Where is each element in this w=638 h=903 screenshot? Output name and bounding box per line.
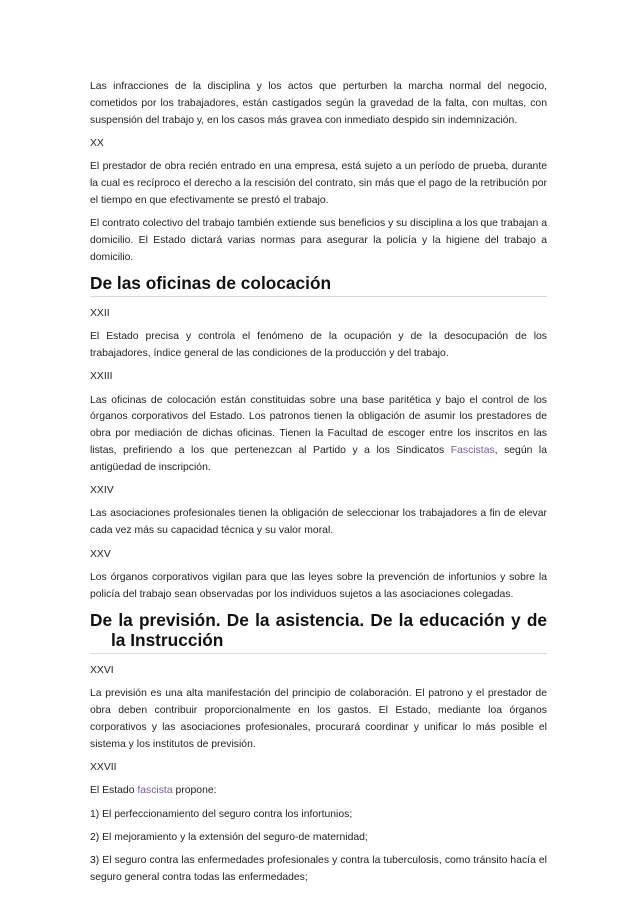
- paragraph: [90, 506, 547, 540]
- paragraph: [90, 393, 547, 477]
- paragraph: [90, 807, 547, 824]
- text-run: XXVI: [90, 664, 114, 676]
- document-body: [90, 79, 547, 893]
- paragraph: [90, 159, 547, 209]
- paragraph: [90, 329, 547, 363]
- paragraph: [90, 783, 547, 800]
- text-run: XXIV: [90, 485, 114, 497]
- paragraph: [90, 570, 547, 604]
- inline-link[interactable]: fascista: [137, 785, 173, 797]
- text-run: Los órganos corporativos vigilan para que las leyes sobre la prevención de infortunios y sobre la policía del trabajo sean observadas por los individuos sujetos a las asociaciones colegadas.: [90, 571, 547, 600]
- text-run: 2) El mejoramiento y la extensión del seguro-de maternidad;: [90, 831, 368, 843]
- paragraph: [90, 547, 547, 564]
- text-run: , según la antigüedad de inscripción.: [90, 445, 548, 473]
- paragraph: [90, 853, 547, 887]
- text-run: 1) El perfeccionamiento del seguro contra los infortunios;: [90, 808, 353, 820]
- paragraph: [90, 663, 547, 680]
- text-run: El contrato colectivo del trabajo también extiende sus beneficios y su disciplina a los que trabajan a domicilio. El Estado dictará varias normas para asegurar la policía y la higiene del trabajo a domicilio.: [90, 218, 547, 263]
- section-heading: [90, 610, 547, 654]
- text-run: El Estado precisa y controla el fenómeno de la ocupación y de la desocupación de los trabajadores, índice general de las condiciones de la producción y del trabajo.: [90, 331, 547, 360]
- text-run: De las oficinas de colocación: [90, 272, 332, 293]
- text-run: Las infracciones de la disciplina y los actos que perturben la marcha normal del negocio, cometidos por los trabajadores, están castigados según la gravedad de la falta, con multas, con suspensión del trabajo y, en los casos más gravea con inmediato despido sin indemnización.: [90, 81, 547, 126]
- paragraph: [90, 306, 547, 323]
- inline-link[interactable]: Fascistas: [450, 445, 495, 457]
- paragraph: [90, 830, 547, 847]
- paragraph: [90, 216, 547, 266]
- text-run: XXII: [90, 307, 110, 319]
- text-run: Las oficinas de colocación están constituidas sobre una base paritética y bajo el control de los órganos corporativos del Estado. Los patronos tienen la obligación de asumir los prestadores de obra por mediación de dichas oficinas. Tienen la Facultad de escoger entre los inscritos en las listas, prefiriendo a los que pertenezcan al Partido y a los Sindicatos: [90, 394, 547, 457]
- text-run: XXV: [90, 548, 111, 560]
- text-run: XXIII: [90, 371, 113, 383]
- text-run: De la previsión. De la asistencia. De la educación y de la Instrucción: [90, 609, 547, 650]
- paragraph: [90, 686, 547, 753]
- text-run: propone:: [172, 785, 217, 797]
- paragraph: [90, 136, 547, 153]
- text-run: El prestador de obra recién entrado en una empresa, está sujeto a un período de prueba, durante la cual es recíproco el derecho a la rescisión del contrato, sin más que el pago de la retribución por el tiempo en que efectivamente se prestó el trabajo.: [90, 161, 547, 206]
- section-heading: [90, 273, 547, 297]
- text-run: La previsión es una alta manifestación del principio de colaboración. El patrono y el prestador de obra deben contribuir proporcionalmente en los gastos. El Estado, mediante loa órganos corporativos y las asociaciones profesionales, procurará coordinar y unificar lo más posible el sistema y los institutos de previsión.: [90, 688, 547, 750]
- text-run: 3) El seguro contra las enfermedades profesionales y contra la tuberculosis, como tránsito hacía el seguro general contra todas las enfermedades;: [90, 855, 547, 883]
- paragraph: [90, 760, 547, 777]
- text-run: Las asociaciones profesionales tienen la obligación de seleccionar los trabajadores a fin de elevar cada vez más su capacidad técnica y su valor moral.: [90, 508, 547, 537]
- paragraph: [90, 483, 547, 500]
- text-run: El Estado: [90, 785, 138, 797]
- text-run: XX: [90, 137, 104, 149]
- paragraph: [90, 369, 547, 386]
- paragraph: [90, 79, 547, 129]
- text-run: XXVII: [90, 761, 117, 773]
